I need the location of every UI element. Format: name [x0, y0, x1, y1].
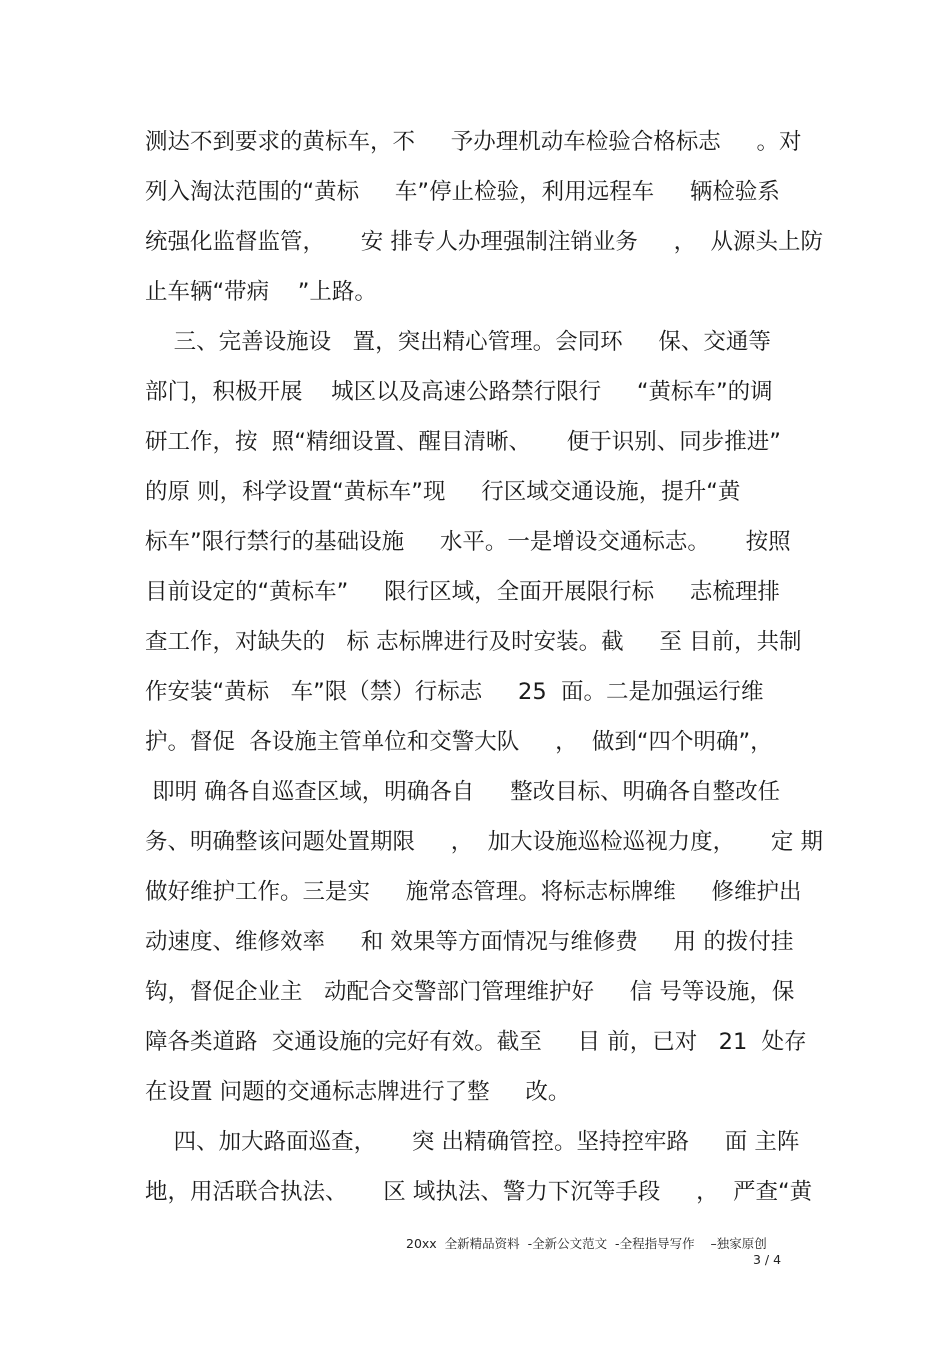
- text-line: 目前设定的“黄标车” 限行区域，全面开展限行标 志梳理排: [145, 579, 780, 605]
- text-line: 四、加大路面巡查， 突 出精确管控。坚持控牢路 面 主阵: [145, 1129, 800, 1155]
- text-line: 止车辆“带病 ”上路。: [145, 279, 377, 305]
- text-line: 标车”限行禁行的基础设施 水平。一是增设交通标志。 按照: [145, 529, 791, 555]
- text-line: 统强化监督监管， 安 排专人办理强制注销业务 ， 从源头上防: [145, 229, 823, 255]
- text-line: 的原 则，科学设置“黄标车”现 行区域交通设施，提升“黄: [145, 479, 741, 505]
- text-line: 作安装“黄标 车”限（禁）行标志 25 面。二是加强运行维: [145, 679, 764, 705]
- text-line: 测达不到要求的黄标车，不 予办理机动车检验合格标志 。对: [145, 129, 802, 155]
- text-line: 在设置 问题的交通标志牌进行了整 改。: [145, 1079, 571, 1105]
- text-line: 障各类道路 交通设施的完好有效。截至 目 前，已对 21 处存: [145, 1029, 807, 1055]
- text-line: 钩，督促企业主 动配合交警部门管理维护好 信 号等设施，保: [145, 979, 795, 1005]
- text-line: 部门，积极开展 城区以及高速公路禁行限行 “黄标车”的调: [145, 379, 773, 405]
- text-line: 三、完善设施设 置，突出精心管理。会同环 保、交通等: [145, 329, 771, 355]
- text-line: 务、明确整该问题处置期限 ， 加大设施巡检巡视力度， 定 期: [145, 829, 823, 855]
- footer-note: 20xx 全新精品资料 -全新公文范文 -全程指导写作 –独家原创: [406, 1236, 767, 1251]
- text-line: 护。督促 各设施主管单位和交警大队 ， 做到“四个明确”，: [145, 729, 773, 755]
- text-line: 地，用活联合执法、 区 域执法、警力下沉等手段 ， 严查“黄: [145, 1179, 813, 1205]
- text-line: 研工作，按 照“精细设置、醒目清晰、 便于识别、同步推进”: [145, 429, 781, 455]
- text-line: 即明 确各自巡查区域，明确各自 整改目标、明确各自整改任: [145, 779, 781, 805]
- text-line: 列入淘汰范围的“黄标 车”停止检验，利用远程车 辆检验系: [145, 179, 780, 205]
- page-number: 3 / 4: [753, 1252, 782, 1267]
- text-line: 查工作，对缺失的 标 志标牌进行及时安装。截 至 目前，共制: [145, 629, 802, 655]
- text-line: 做好维护工作。三是实 施常态管理。将标志标牌维 修维护出: [145, 879, 802, 905]
- text-line: 动速度、维修效率 和 效果等方面情况与维修费 用 的拨付挂: [145, 929, 794, 955]
